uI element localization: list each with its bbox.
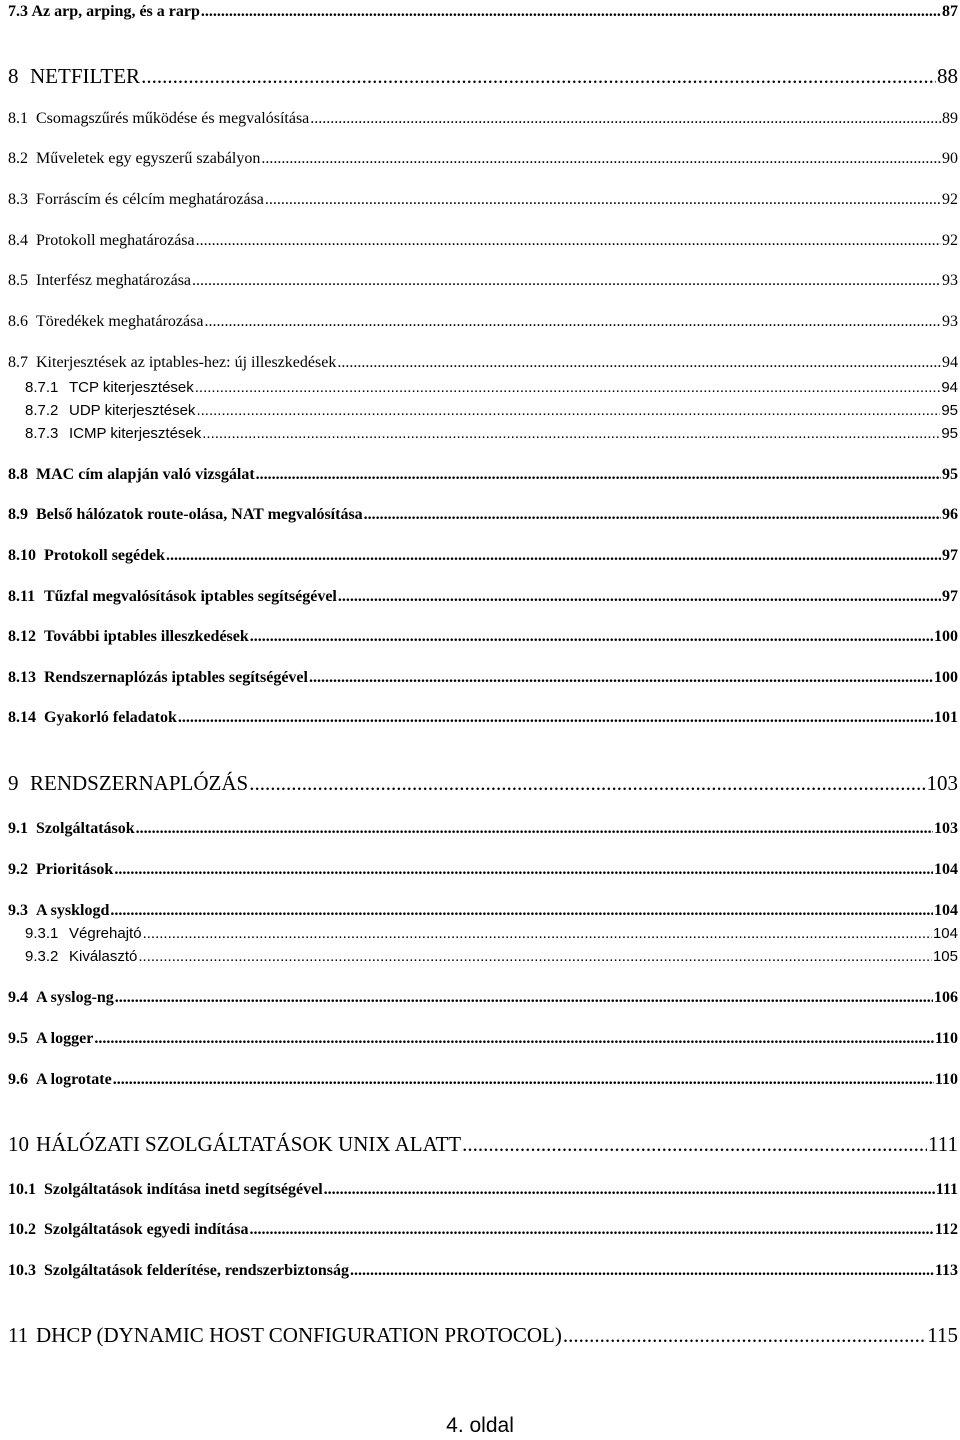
toc-entry-title: Végrehajtó bbox=[69, 925, 142, 942]
toc-entry-number: 8.7.3 bbox=[25, 425, 59, 442]
dot-leader bbox=[94, 1030, 934, 1048]
toc-entry[interactable] bbox=[8, 547, 958, 565]
toc-entry-title: A syslog-ng bbox=[36, 989, 114, 1006]
dot-leader bbox=[338, 588, 941, 606]
toc-entry-title: Szolgáltatások egyedi indítása bbox=[44, 1221, 249, 1238]
toc-entry-title: A logger bbox=[36, 1030, 94, 1047]
toc-entry-page: 104 bbox=[932, 925, 958, 942]
dot-leader bbox=[143, 925, 932, 942]
toc-entry-chapter[interactable] bbox=[8, 771, 958, 796]
toc-entry-page: 104 bbox=[934, 902, 958, 919]
toc-entry-page: 87 bbox=[942, 3, 958, 20]
toc-entry-title: 7.3 bbox=[8, 3, 28, 20]
toc-entry[interactable] bbox=[8, 110, 958, 128]
toc-entry-page: 112 bbox=[934, 1221, 958, 1238]
toc-entry-number: 8.7 bbox=[8, 354, 28, 371]
toc-entry-title: Csomagszűrés működése és megvalósítása bbox=[36, 110, 310, 127]
toc-entry-page: 103 bbox=[934, 820, 958, 837]
toc-entry-number: 9.6 bbox=[8, 1071, 28, 1088]
toc-entry-title: Tűzfal megvalósítások iptables segítségével bbox=[44, 588, 337, 605]
toc-entry[interactable] bbox=[8, 1030, 958, 1048]
toc-entry-title: Kiválasztó bbox=[69, 948, 138, 965]
toc-entry[interactable] bbox=[8, 989, 958, 1007]
toc-entry-number: 10.1 bbox=[8, 1181, 36, 1198]
toc-entry-title: Protokoll meghatározása bbox=[36, 232, 195, 249]
dot-leader bbox=[196, 232, 941, 250]
toc-entry-page: 105 bbox=[932, 948, 958, 965]
toc-entry-number: 9.4 bbox=[8, 989, 28, 1006]
dot-leader bbox=[364, 506, 941, 524]
toc-entry-page: 96 bbox=[942, 506, 958, 523]
toc-entry-title: DHCP (DYNAMIC HOST CONFIGURATION PROTOCOL) bbox=[36, 1323, 562, 1347]
toc-entry-page: 88 bbox=[937, 64, 958, 88]
toc-entry-chapter[interactable] bbox=[8, 64, 958, 89]
toc-entry[interactable] bbox=[8, 902, 958, 920]
dot-leader bbox=[265, 191, 941, 209]
toc-entry[interactable] bbox=[8, 820, 958, 838]
toc-entry-number: 8.2 bbox=[8, 150, 28, 167]
dot-leader bbox=[115, 989, 933, 1007]
dot-leader bbox=[324, 1181, 935, 1199]
toc-entry-page: 95 bbox=[941, 402, 958, 419]
dot-leader bbox=[195, 379, 941, 396]
toc-entry-title: NETFILTER bbox=[30, 64, 141, 88]
toc-entry-number: 8.10 bbox=[8, 547, 36, 564]
toc-entry-title: Protokoll segédek bbox=[44, 547, 166, 564]
toc-entry-title: Kiterjesztések az iptables-hez: új illeszkedések bbox=[36, 354, 337, 371]
toc-entry-page: 115 bbox=[927, 1323, 958, 1347]
toc-entry-page: 111 bbox=[928, 1132, 958, 1156]
toc-entry-number: 9 bbox=[8, 771, 19, 795]
toc-entry-title: Műveletek egy egyszerű szabályon bbox=[36, 150, 261, 167]
dot-leader bbox=[138, 948, 932, 965]
toc-entry-number: 9.2 bbox=[8, 861, 28, 878]
toc-entry-number: 8.7.2 bbox=[25, 402, 59, 419]
dot-leader bbox=[337, 354, 941, 372]
toc-entry[interactable] bbox=[8, 1221, 958, 1239]
toc-entry-subsection[interactable] bbox=[25, 379, 958, 396]
toc-entry-title: Szolgáltatások indítása inetd segítségével bbox=[44, 1181, 323, 1198]
dot-leader bbox=[113, 1071, 934, 1089]
toc-entry[interactable] bbox=[8, 1262, 958, 1280]
toc-entry-number: 8.7.1 bbox=[25, 379, 59, 396]
dot-leader bbox=[309, 669, 933, 687]
toc-entry-page: 103 bbox=[926, 771, 958, 795]
toc-entry[interactable] bbox=[8, 313, 958, 331]
toc-entry-page: 92 bbox=[942, 232, 958, 249]
toc-entry-page: 90 bbox=[942, 150, 958, 167]
toc-entry-title: HÁLÓZATI SZOLGÁLTATÁSOK UNIX ALATT bbox=[36, 1132, 462, 1156]
toc-entry-number: 8.8 bbox=[8, 466, 28, 483]
toc-entry-page: 100 bbox=[934, 628, 958, 645]
toc-entry-page: 94 bbox=[942, 354, 958, 371]
toc-entry-page: 106 bbox=[934, 989, 958, 1006]
toc-entry-title: Szolgáltatások felderítése, rendszerbiztonság bbox=[44, 1262, 349, 1279]
toc-entry[interactable] bbox=[8, 861, 958, 879]
dot-leader bbox=[462, 1132, 927, 1157]
toc-entry-title: Az arp, arping, és a rarp bbox=[31, 3, 200, 20]
toc-entry-title: Interfész meghatározása bbox=[36, 272, 192, 289]
toc-entry[interactable] bbox=[8, 669, 958, 687]
toc-entry-title: Forráscím és célcím meghatározása bbox=[36, 191, 264, 208]
toc-entry-page: 97 bbox=[942, 588, 958, 605]
toc-entry-number: 8.11 bbox=[8, 588, 36, 605]
toc-entry-page: 97 bbox=[942, 547, 958, 564]
toc-entry-number: 8.6 bbox=[8, 313, 28, 330]
dot-leader bbox=[141, 64, 936, 89]
toc-entry-title: Szolgáltatások bbox=[36, 820, 135, 837]
toc-entry-subsection[interactable] bbox=[25, 425, 958, 442]
toc-entry-subsection[interactable] bbox=[25, 402, 958, 419]
toc-entry-page: 92 bbox=[942, 191, 958, 208]
toc-entry-number: 11 bbox=[8, 1323, 29, 1347]
toc-entry-page: 110 bbox=[934, 1030, 958, 1047]
dot-leader bbox=[201, 3, 941, 21]
toc-entry[interactable] bbox=[8, 150, 958, 168]
toc-entry-number: 8.13 bbox=[8, 669, 36, 686]
dot-leader bbox=[310, 110, 941, 128]
toc-entry-title: Töredékek meghatározása bbox=[36, 313, 204, 330]
toc-entry-page: 95 bbox=[941, 425, 958, 442]
toc-entry[interactable] bbox=[8, 232, 958, 250]
toc-entry-subsection[interactable] bbox=[25, 925, 958, 942]
toc-entry-number: 8.14 bbox=[8, 709, 36, 726]
dot-leader bbox=[196, 402, 940, 419]
toc-entry-page: 93 bbox=[942, 313, 958, 330]
toc-entry-page: 95 bbox=[942, 466, 958, 483]
toc-entry[interactable] bbox=[8, 191, 958, 209]
toc-entry[interactable] bbox=[8, 3, 958, 21]
toc-entry-title: Prioritások bbox=[36, 861, 114, 878]
toc-entry-number: 9.5 bbox=[8, 1030, 28, 1047]
toc-entry-number: 9.1 bbox=[8, 820, 28, 837]
toc-entry-number: 10.3 bbox=[8, 1262, 36, 1279]
dot-leader bbox=[250, 628, 933, 646]
toc-entry-number: 8.1 bbox=[8, 110, 28, 127]
dot-leader bbox=[178, 709, 933, 727]
toc-entry-title: Rendszernaplózás iptables segítségével bbox=[44, 669, 308, 686]
toc-entry-page: 110 bbox=[934, 1071, 958, 1088]
toc-entry-title: Belső hálózatok route-olása, NAT megvalósítása bbox=[36, 506, 363, 523]
toc-entry[interactable] bbox=[8, 466, 958, 484]
toc-entry-page: 104 bbox=[934, 861, 958, 878]
toc-entry-page: 111 bbox=[935, 1181, 958, 1198]
toc-entry-title: További iptables illeszkedések bbox=[44, 628, 249, 645]
toc-entry-number: 8.9 bbox=[8, 506, 28, 523]
toc-entry-number: 8.4 bbox=[8, 232, 28, 249]
toc-entry-title: Gyakorló feladatok bbox=[44, 709, 177, 726]
toc-entry[interactable] bbox=[8, 1071, 958, 1089]
toc-entry[interactable] bbox=[8, 354, 958, 372]
toc-entry-number: 9.3.2 bbox=[25, 948, 59, 965]
toc-entry-number: 8.12 bbox=[8, 628, 36, 645]
toc-entry[interactable] bbox=[8, 588, 958, 606]
toc-entry-number: 9.3.1 bbox=[25, 925, 59, 942]
toc-entry-number: 8.5 bbox=[8, 272, 28, 289]
toc-entry[interactable] bbox=[8, 272, 958, 290]
toc-entry-number: 9.3 bbox=[8, 902, 28, 919]
dot-leader bbox=[136, 820, 933, 838]
toc-entry[interactable] bbox=[8, 506, 958, 524]
dot-leader bbox=[204, 313, 941, 331]
toc-entry-title: ICMP kiterjesztések bbox=[69, 425, 202, 442]
dot-leader bbox=[256, 466, 941, 484]
toc-entry[interactable] bbox=[8, 709, 958, 727]
toc-entry-title: A logrotate bbox=[36, 1071, 112, 1088]
toc-entry-chapter[interactable] bbox=[8, 1132, 958, 1157]
toc-entry-page: 100 bbox=[934, 669, 958, 686]
dot-leader bbox=[249, 771, 925, 796]
toc-entry-title: MAC cím alapján való vizsgálat bbox=[36, 466, 255, 483]
toc-entry-subsection[interactable] bbox=[25, 948, 958, 965]
toc-entry-number: 8 bbox=[8, 64, 19, 88]
page-number: 4. oldal bbox=[446, 1414, 514, 1437]
dot-leader bbox=[249, 1221, 933, 1239]
toc-entry-number: 10 bbox=[8, 1132, 29, 1156]
dot-leader bbox=[110, 902, 933, 920]
dot-leader bbox=[202, 425, 940, 442]
toc-entry-page: 101 bbox=[934, 709, 958, 726]
toc-entry-page: 113 bbox=[934, 1262, 958, 1279]
dot-leader bbox=[350, 1262, 934, 1280]
toc-entry-page: 89 bbox=[942, 110, 958, 127]
toc-entry-title: TCP kiterjesztések bbox=[69, 379, 194, 396]
dot-leader bbox=[166, 547, 941, 565]
toc-entry-title: UDP kiterjesztések bbox=[69, 402, 196, 419]
dot-leader bbox=[563, 1323, 926, 1348]
dot-leader bbox=[192, 272, 941, 290]
toc-entry-number: 8.3 bbox=[8, 191, 28, 208]
toc-entry-page: 93 bbox=[942, 272, 958, 289]
toc-entry[interactable] bbox=[8, 1181, 958, 1199]
dot-leader bbox=[261, 150, 941, 168]
toc-entry-title: RENDSZERNAPLÓZÁS bbox=[30, 771, 249, 795]
toc-entry-number: 10.2 bbox=[8, 1221, 36, 1238]
toc-entry-chapter[interactable] bbox=[8, 1323, 958, 1348]
dot-leader bbox=[114, 861, 933, 879]
toc-entry-title: A sysklogd bbox=[36, 902, 110, 919]
toc-entry[interactable] bbox=[8, 628, 958, 646]
toc-entry-page: 94 bbox=[941, 379, 958, 396]
